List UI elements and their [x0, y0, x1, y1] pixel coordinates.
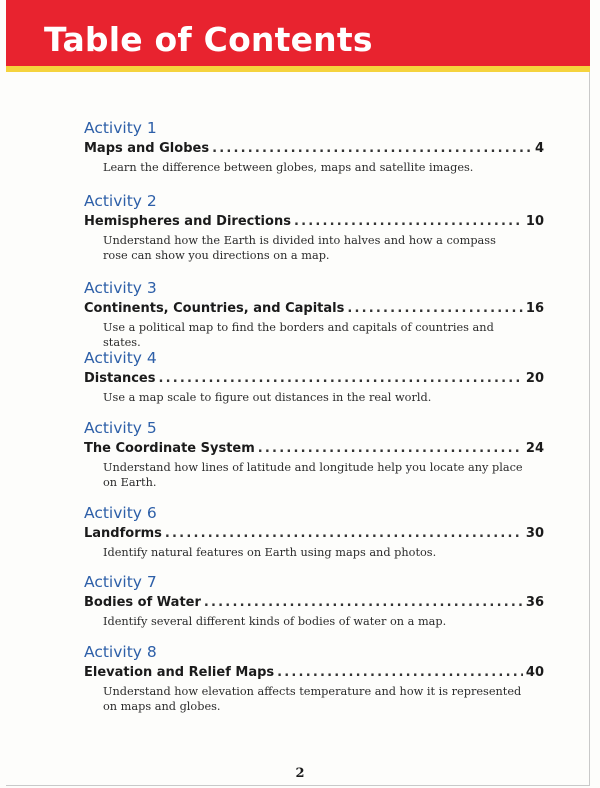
entry-page-number: 36: [525, 595, 544, 610]
activity-label: Activity 6: [84, 504, 157, 522]
toc-row[interactable]: [84, 664, 544, 682]
toc-entry-activity-1: [84, 118, 544, 175]
entry-page-number: 40: [525, 665, 544, 680]
toc-entry-activity-2: [84, 191, 544, 263]
entry-description: Understand how the Earth is divided into halves and how a compass rose can show you directions on a map.: [103, 234, 496, 262]
entry-description: Learn the difference between globes, maps and satellite images.: [103, 161, 474, 174]
entry-page-number: 10: [525, 214, 544, 229]
entry-description: Identify natural features on Earth using maps and photos.: [103, 546, 437, 559]
entry-description: Use a political map to find the borders and capitals of countries and states.: [103, 321, 494, 349]
entry-title: Elevation and Relief Maps: [84, 665, 275, 680]
entry-title: Distances: [84, 371, 156, 386]
entry-page-number: 20: [525, 371, 544, 386]
toc-row[interactable]: [84, 440, 544, 458]
activity-label: Activity 1: [84, 119, 157, 137]
activity-label: Activity 3: [84, 279, 157, 297]
dot-leader: [347, 300, 523, 318]
toc-row[interactable]: [84, 594, 544, 612]
dot-leader: [258, 440, 523, 458]
dot-leader: [204, 594, 523, 612]
toc-entry-activity-5: [84, 418, 544, 490]
toc-row[interactable]: [84, 213, 544, 231]
page-title: Table of Contents: [44, 20, 373, 59]
activity-label: Activity 5: [84, 419, 157, 437]
dot-leader: [165, 525, 523, 543]
activity-label: Activity 2: [84, 192, 157, 210]
entry-description: Understand how elevation affects temperature and how it is represented on maps and globes.: [103, 685, 522, 713]
dot-leader: [294, 213, 523, 231]
toc-row[interactable]: [84, 370, 544, 388]
entry-title: The Coordinate System: [84, 441, 255, 456]
entry-title: Continents, Countries, and Capitals: [84, 301, 345, 316]
entry-description: Use a map scale to figure out distances in the real world.: [103, 391, 432, 404]
entry-description: Understand how lines of latitude and longitude help you locate any place on Earth.: [103, 461, 523, 489]
entry-page-number: 16: [525, 301, 544, 316]
dot-leader: [212, 140, 532, 158]
toc-row[interactable]: [84, 300, 544, 318]
page-number: 2: [295, 766, 305, 781]
entry-title: Hemispheres and Directions: [84, 214, 291, 229]
entry-page-number: 30: [525, 526, 544, 541]
toc-entry-activity-6: [84, 503, 544, 560]
toc-entry-activity-7: [84, 572, 544, 629]
toc-entry-activity-4: [84, 348, 544, 405]
toc-row[interactable]: [84, 525, 544, 543]
toc-entry-activity-3: [84, 278, 544, 350]
entry-title: Maps and Globes: [84, 141, 210, 156]
entry-page-number: 24: [525, 441, 544, 456]
entry-description: Identify several different kinds of bodies of water on a map.: [103, 615, 447, 628]
activity-label: Activity 7: [84, 573, 157, 591]
entry-page-number: 4: [534, 141, 544, 156]
entry-title: Landforms: [84, 526, 162, 541]
entry-title: Bodies of Water: [84, 595, 201, 610]
toc-entry-activity-8: [84, 642, 544, 714]
dot-leader: [159, 370, 523, 388]
dot-leader: [277, 664, 523, 682]
activity-label: Activity 4: [84, 349, 157, 367]
toc-row[interactable]: [84, 140, 544, 158]
header-stripe: [6, 66, 590, 72]
activity-label: Activity 8: [84, 643, 157, 661]
